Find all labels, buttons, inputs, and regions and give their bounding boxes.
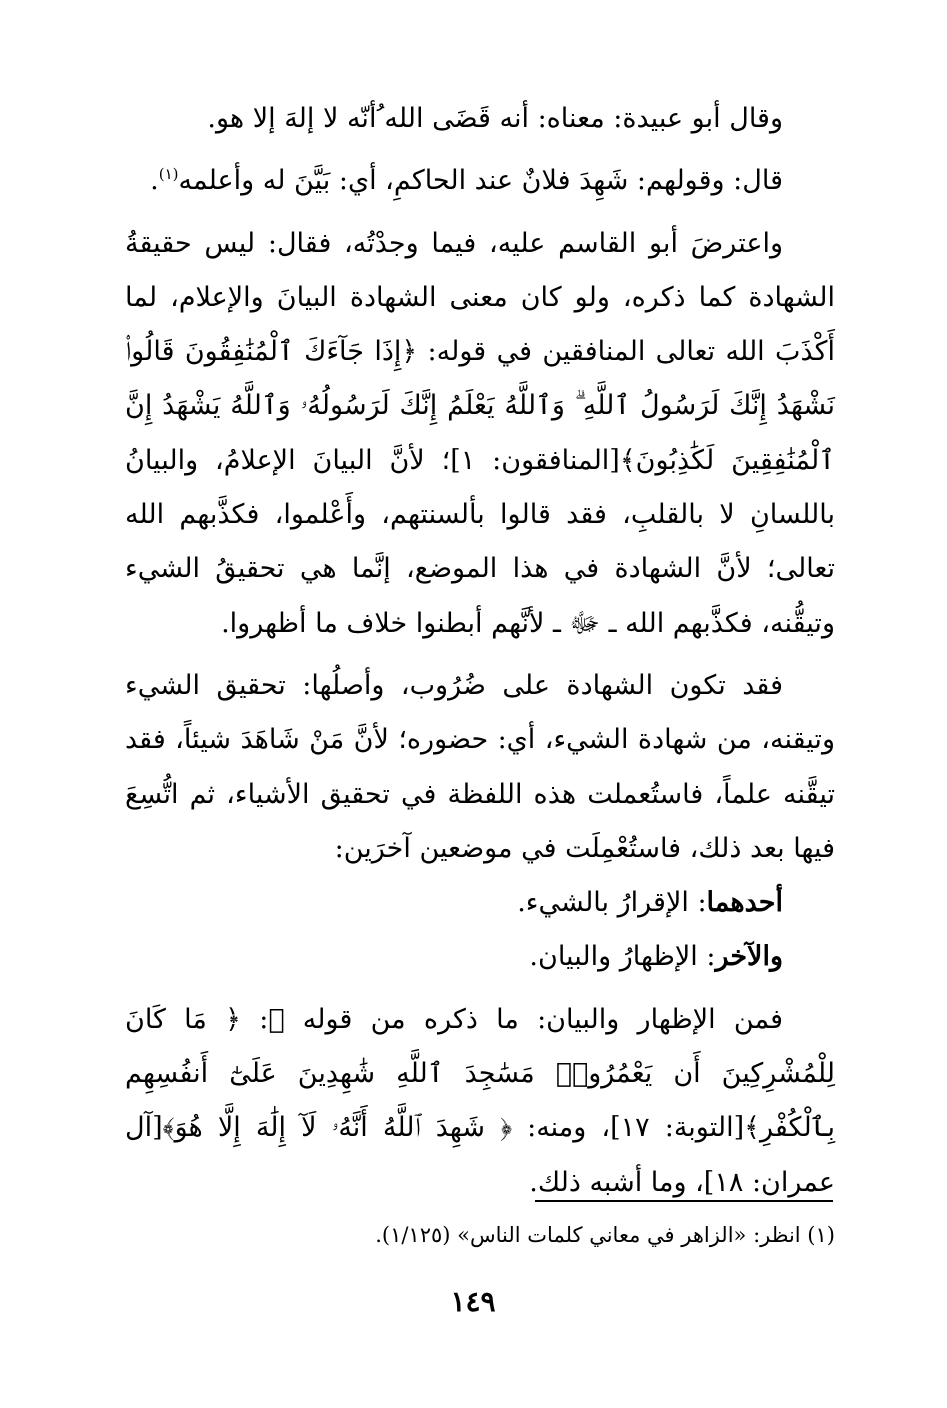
second-meaning-text: : الإظهارُ والبيان. <box>529 941 716 973</box>
paragraph-shahida-meaning <box>125 154 835 208</box>
page-number: ١٤٩ <box>450 1285 496 1318</box>
paragraph-shahida-text: قال: وقولهم: شَهِدَ فلانٌ عند الحاكمِ، أي: بَيَّنَ له وأعلمه <box>178 165 783 197</box>
main-text <box>125 92 835 1210</box>
second-meaning-line <box>125 930 835 984</box>
first-meaning-line <box>125 876 835 930</box>
paragraph-abu-al-qasim-objection: واعترضَ أبو القاسم عليه، فيما وجدْتُه، فقال: ليس حقيقةُ الشهادة كما ذكره، ولو كان معنى الشهادة البيانَ والإعلام، لما أَكْذَبَ الله تعالى المنافقين في قوله: ﴿إِذَا جَآءَكَ ٱلْمُنَٰفِقُونَ قَالُوا۟ نَشْهَدُ إِنَّكَ لَرَسُولُ ٱللَّهِ ۗ وَٱللَّهُ يَعْلَمُ إِنَّكَ لَرَسُولُهُۥ وَٱللَّهُ يَشْهَدُ إِنَّ ٱلْمُنَٰفِقِينَ لَكَٰذِبُونَ﴾[المنافقون: ١]؛ لأنَّ البيانَ الإعلامُ، والبيانُ باللسانِ لا بالقلبِ، فقد قالوا بألسنتهم، وأَعْلموا، فكذَّبهم الله تعالى؛ لأنَّ الشهادة في هذا الموضع، إنَّما هي تحقيقُ الشيء وتيقُّنه، فكذَّبهم الله ـ ﷻ ـ لأنَّهم أبطنوا خلاف ما أظهروا. <box>125 227 835 639</box>
footnote: (١) انظر: «الزاهر في معاني كلمات الناس» (١/١٢٥). <box>375 1223 835 1247</box>
second-meaning-label: والآخر <box>715 941 783 973</box>
footnote-divider <box>535 1200 833 1202</box>
paragraph-shahida-end: . <box>150 165 159 197</box>
paragraph-disclosure-examples: فمن الإظهار والبيان: ما ذكره من قوله ﷻ: ﴿ مَا كَانَ لِلْمُشْرِكِينَ أَن يَعْمُرُوا۟ مَسَٰجِدَ ٱللَّهِ شَٰهِدِينَ عَلَىٰٓ أَنفُسِهِم بِٱلْكُفْرِ﴾[التوبة: ١٧]، ومنه: ﴿ شَهِدَ ٱللَّهُ أَنَّهُۥ لَآ إِلَٰهَ إِلَّا هُوَ﴾[آل عمران: ١٨]، وما أشبه ذلك. <box>125 1003 836 1198</box>
paragraph-abu-ubayda: وقال أبو عبيدة: معناه: أنه قَضَى الله ُأنّه لا إلهَ إلا هو. <box>207 103 783 134</box>
paragraph-kinds-of-testimony: فقد تكون الشهادة على ضُرُوب، وأصلُها: تحقيق الشيء وتيقنه، من شهادة الشيء، أي: حضوره؛ لأنَّ مَنْ شَاهَدَ شيئاً، فقد تيقَّنه علماً، فاستُعملت هذه اللفظة في تحقيق الأشياء، ثم اتُّسِعَ فيها بعد ذلك، فاستُعْمِلَت في موضعين آخرَين: <box>125 669 835 864</box>
footnote-marker: (١) <box>158 165 179 184</box>
first-meaning-label: أحدهما <box>706 887 783 919</box>
first-meaning-text: : الإقرارُ بالشيء. <box>517 887 707 919</box>
